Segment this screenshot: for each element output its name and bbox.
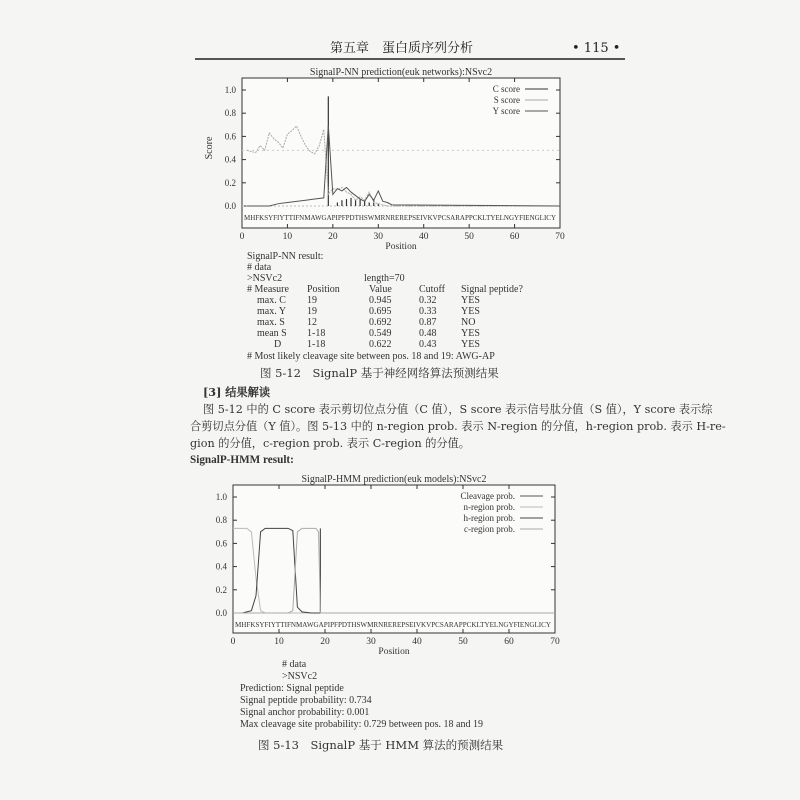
table-row: [247, 339, 523, 350]
table-cell: 0.32: [419, 295, 437, 306]
x-tick-label: 20: [320, 637, 330, 647]
figure-5-13-caption: 图 5-13 SignalP 基于 HMM 算法的预测结果: [258, 738, 504, 752]
legend-label: Y score: [492, 106, 520, 116]
table-row: [247, 317, 523, 328]
y-tick-label: 0.6: [215, 538, 227, 549]
legend-label: Cleavage prob.: [460, 491, 515, 501]
y-tick-label: 0.8: [215, 515, 227, 526]
figure-5-12-caption: 图 5-12 SignalP 基于神经网络算法预测结果: [260, 366, 499, 380]
hmm-result-line: >NSVc2: [282, 671, 318, 682]
y-tick-label: 1.0: [215, 492, 227, 502]
table-cell: 0.945: [369, 295, 392, 306]
y-tick-label: 0.0: [215, 608, 227, 618]
col-signal-peptide: Signal peptide?: [461, 284, 523, 295]
table-cell: 0.622: [369, 339, 392, 350]
table-row: [247, 295, 523, 306]
x-tick-label: 70: [555, 232, 565, 242]
nn-cleavage-line: # Most likely cleavage site between pos. 18 and 19: AWG-AP: [247, 351, 495, 362]
table-cell: 0.48: [419, 328, 437, 339]
table-cell: YES: [461, 339, 480, 350]
col-value: Value: [369, 284, 392, 295]
col-position: Position: [307, 284, 340, 295]
hmm-result-line: Signal anchor probability: 0.001: [240, 707, 370, 718]
nn-data-line: # data: [247, 262, 272, 273]
nn-length-line: length=70: [364, 273, 405, 284]
table-cell: 0.695: [369, 306, 392, 317]
table-cell: 0.549: [369, 328, 392, 339]
x-axis-label: Position: [378, 647, 410, 656]
x-tick-label: 50: [458, 637, 468, 647]
table-cell: 0.87: [419, 317, 437, 328]
table-cell: 0.43: [419, 339, 437, 350]
x-tick-label: 60: [509, 232, 520, 242]
table-cell: 0.692: [369, 317, 392, 328]
x-tick-label: 0: [239, 232, 245, 242]
x-tick-label: 0: [230, 637, 236, 647]
legend-label: n-region prob.: [463, 502, 515, 512]
x-tick-label: 50: [464, 232, 474, 242]
col-measure: # Measure: [247, 284, 289, 295]
y-axis-label: Score: [204, 136, 215, 160]
paragraph-line: 图 5-12 中的 C score 表示剪切位点分值（C 值），S score 表示信号肽分值（S 值），Y score 表示综: [203, 403, 713, 416]
chart-title: SignalP-HMM prediction(euk models):NSvc2: [301, 474, 487, 485]
table-cell: NO: [461, 317, 476, 328]
section-heading: [3] 结果解读: [203, 385, 271, 399]
table-cell: YES: [461, 295, 480, 306]
nn-result-table: [247, 284, 523, 350]
page-number: • 115 •: [572, 41, 621, 56]
x-tick-label: 30: [366, 637, 376, 647]
table-cell: max. S: [257, 317, 285, 328]
y-tick-label: 0.2: [224, 177, 236, 188]
table-cell: 12: [307, 317, 317, 328]
y-tick-label: 0.8: [224, 108, 236, 119]
hmm-result-line: Prediction: Signal peptide: [240, 683, 344, 694]
table-cell: YES: [461, 306, 480, 317]
table-cell: D: [274, 339, 282, 350]
nn-result-title: SignalP-NN result:: [247, 251, 324, 262]
hmm-result-line: # data: [282, 659, 307, 670]
table-cell: max. Y: [257, 306, 287, 317]
nn-name-line: >NSVc2: [247, 273, 283, 284]
x-tick-label: 10: [274, 637, 284, 647]
table-row: [247, 306, 523, 317]
x-tick-label: 10: [282, 232, 293, 242]
paragraph-line: gion 的分值，c-region prob. 表示 C-region 的分值。: [190, 437, 470, 450]
table-cell: 19: [307, 295, 317, 306]
table-cell: 0.33: [419, 306, 437, 317]
table-cell: 19: [307, 306, 317, 317]
y-tick-label: 0.0: [224, 201, 236, 211]
signalp-nn-chart: [190, 62, 590, 252]
table-cell: max. C: [257, 295, 286, 306]
signalp-hmm-chart: [190, 472, 590, 656]
x-tick-label: 60: [504, 637, 514, 647]
chapter-header: 第五章 蛋白质序列分析: [330, 41, 474, 56]
y-tick-label: 0.4: [224, 154, 236, 165]
legend-label: h-region prob.: [463, 513, 515, 523]
x-tick-label: 20: [328, 232, 338, 242]
sequence-label: MHFKSYFIYTTIFNMAWGAPIPFPDTHSWMRNREREPSEIVKVPCSARAPPCKLTYELNGYFIENGLICY: [235, 620, 552, 629]
hmm-result-line: Max cleavage site probability: 0.729 between pos. 18 and 19: [240, 719, 483, 730]
x-tick-label: 40: [412, 637, 422, 647]
y-tick-label: 1.0: [224, 85, 236, 95]
hmm-result-heading: SignalP-HMM result:: [190, 454, 294, 466]
x-tick-label: 30: [373, 232, 384, 242]
y-tick-label: 0.6: [224, 131, 236, 142]
x-axis-label: Position: [385, 242, 417, 252]
hmm-result-line: Signal peptide probability: 0.734: [240, 695, 372, 706]
legend-label: S score: [493, 95, 520, 105]
col-cutoff: Cutoff: [419, 284, 445, 295]
y-tick-label: 0.4: [215, 561, 227, 572]
sequence-label: MHFKSYFIYTTIFNMAWGAPIPFPDTHSWMRNREREPSEIVKVPCSARAPPCKLTYELNGYFIENGLICY: [244, 213, 557, 222]
header-rule: [195, 58, 625, 60]
chart-title: SignalP-NN prediction(euk networks):NSvc2: [309, 67, 493, 78]
x-tick-label: 70: [550, 637, 560, 647]
table-header-row: [247, 284, 523, 295]
table-cell: YES: [461, 328, 480, 339]
y-tick-label: 0.2: [215, 584, 227, 595]
legend-label: C score: [492, 84, 520, 94]
x-tick-label: 40: [418, 232, 429, 242]
paragraph-line: 合剪切点分值（Y 值）。图 5-13 中的 n-region prob. 表示 N-region 的分值，h-region prob. 表示 H-re-: [190, 420, 726, 433]
table-row: [247, 328, 523, 339]
table-cell: 1-18: [307, 339, 326, 350]
legend-label: c-region prob.: [464, 524, 515, 534]
table-cell: 1-18: [307, 328, 326, 339]
table-cell: mean S: [257, 328, 287, 339]
